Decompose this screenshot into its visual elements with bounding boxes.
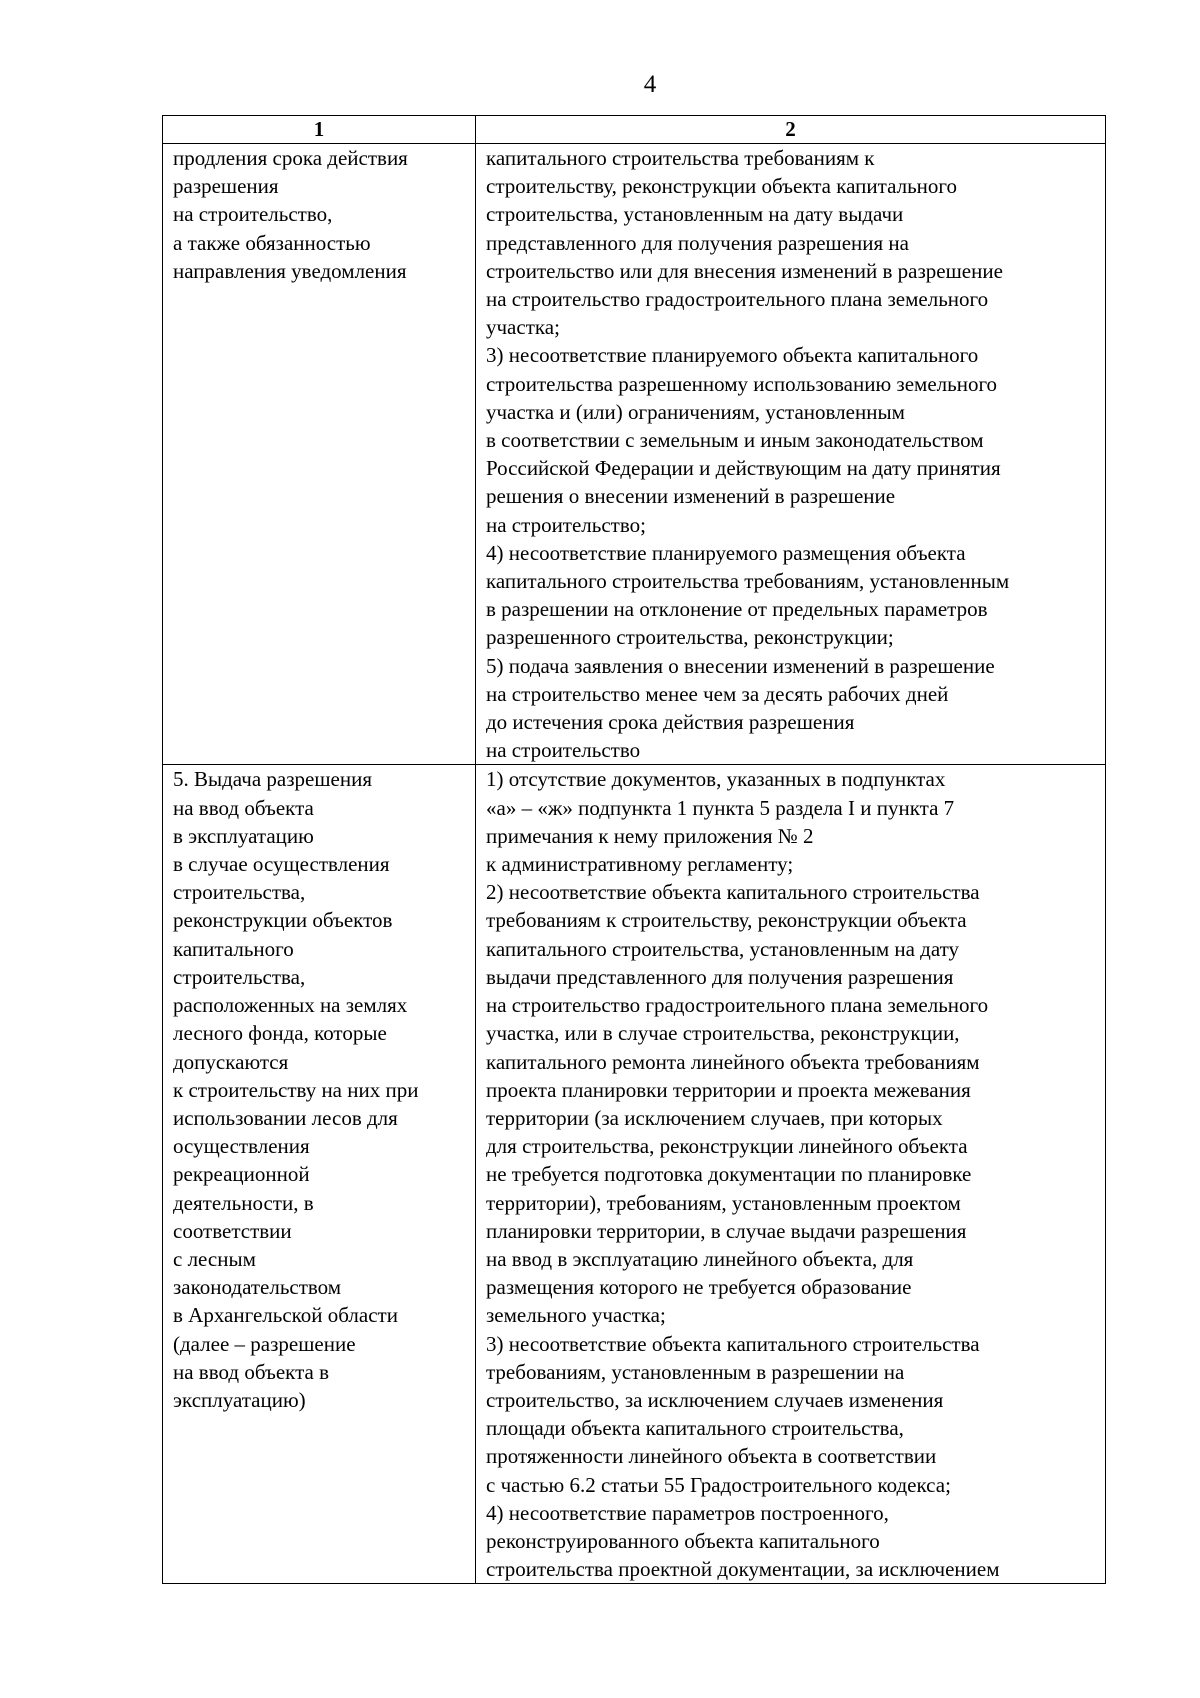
text-line: использовании лесов для	[173, 1105, 398, 1130]
column-header-2: 2	[476, 116, 1106, 144]
text-line: для строительства, реконструкции линейного объекта	[486, 1134, 968, 1159]
table-row	[163, 765, 1106, 1584]
text-line: к административному регламенту;	[486, 852, 794, 877]
text-line: реконструкции объектов	[173, 908, 393, 933]
text-line: участка и (или) ограничениям, установленным	[486, 399, 905, 424]
text-line: рекреационной	[173, 1162, 310, 1187]
text-line: на строительство;	[486, 512, 646, 537]
text-line: земельного участка;	[486, 1303, 666, 1328]
text-line: в Архангельской области	[173, 1303, 398, 1328]
table-header-row	[163, 116, 1106, 144]
text-line: строительства, установленным на дату выдачи	[486, 202, 904, 227]
text-line: капитального строительства, установленным на дату	[486, 936, 960, 961]
text-line: выдачи представленного для получения разрешения	[486, 964, 954, 989]
text-line: к строительству на них при	[173, 1077, 419, 1102]
text-line: разрешенного строительства, реконструкции;	[486, 625, 894, 650]
text-line: до истечения срока действия разрешения	[486, 710, 855, 735]
text-line: осуществления	[173, 1134, 310, 1159]
text-line: 3) несоответствие объекта капитального строительства	[486, 1331, 980, 1356]
text-line: на строительство градостроительного плана земельного	[486, 287, 989, 312]
text-line: законодательством	[173, 1275, 342, 1300]
text-line: направления уведомления	[173, 258, 407, 283]
row-grounds-cell	[476, 144, 1106, 765]
text-line: 5) подача заявления о внесении изменений в разрешение	[486, 653, 995, 678]
text-line: площади объекта капитального строительства,	[486, 1416, 904, 1441]
column-header-1: 1	[163, 116, 476, 144]
text-line: на ввод объекта в	[173, 1359, 330, 1384]
text-line: не требуется подготовка документации по планировке	[486, 1162, 972, 1187]
row-subject-cell	[163, 144, 476, 765]
text-line: на строительство,	[173, 202, 333, 227]
text-line: 1) отсутствие документов, указанных в подпунктах	[486, 767, 946, 792]
text-line: строительству, реконструкции объекта капитального	[486, 174, 957, 199]
text-line: протяженности линейного объекта в соответствии	[486, 1444, 937, 1469]
text-line: планировки территории, в случае выдачи разрешения	[486, 1218, 967, 1243]
text-line: лесного фонда, которые	[173, 1021, 387, 1046]
text-line: допускаются	[173, 1049, 289, 1074]
text-line: проекта планировки территории и проекта межевания	[486, 1077, 971, 1102]
text-line: продления срока действия	[173, 146, 408, 170]
text-line: на строительство менее чем за десять рабочих дней	[486, 681, 949, 706]
text-line: на строительство градостроительного плана земельного	[486, 993, 989, 1018]
text-line: капитального строительства требованиям к	[486, 146, 875, 170]
text-line: строительства разрешенному использованию земельного	[486, 371, 998, 396]
text-line: в эксплуатацию	[173, 823, 314, 848]
text-line: (далее – разрешение	[173, 1331, 356, 1356]
text-line: представленного для получения разрешения на	[486, 230, 909, 255]
text-line: строительства,	[173, 880, 306, 905]
row-grounds-cell	[476, 765, 1106, 1584]
text-line: разрешения	[173, 174, 279, 199]
text-line: капитального ремонта линейного объекта требованиям	[486, 1049, 980, 1074]
text-line: капитального строительства требованиям, установленным	[486, 569, 1010, 594]
text-line: 2) несоответствие объекта капитального строительства	[486, 880, 980, 905]
text-line: 3) несоответствие планируемого объекта капитального	[486, 343, 979, 368]
text-line: соответствии	[173, 1218, 292, 1243]
text-line: строительство, за исключением случаев изменения	[486, 1387, 944, 1412]
text-line: участка, или в случае строительства, реконструкции,	[486, 1021, 960, 1046]
text-line: деятельности, в	[173, 1190, 314, 1215]
text-line: 5. Выдача разрешения	[173, 767, 372, 792]
text-line: требованиям, установленным в разрешении на	[486, 1359, 905, 1384]
text-line: требованиям к строительству, реконструкции объекта	[486, 908, 967, 933]
text-line: в случае осуществления	[173, 852, 390, 877]
page-number: 4	[643, 71, 657, 98]
text-line: территории (за исключением случаев, при которых	[486, 1105, 943, 1130]
text-line: с частью 6.2 статьи 55 Градостроительного кодекса;	[486, 1472, 951, 1497]
text-line: решения о внесении изменений в разрешение	[486, 484, 896, 509]
text-line: расположенных на землях	[173, 993, 408, 1018]
text-line: участка;	[486, 315, 560, 340]
text-line: капитального	[173, 936, 294, 961]
text-line: 4) несоответствие планируемого размещения объекта	[486, 540, 966, 565]
text-line: на ввод в эксплуатацию линейного объекта, для	[486, 1246, 914, 1271]
text-line: а также обязанностью	[173, 230, 371, 255]
text-line: в разрешении на отклонение от предельных параметров	[486, 597, 988, 622]
text-line: Российской Федерации и действующим на дату принятия	[486, 456, 1001, 481]
text-line: территории), требованиям, установленным проектом	[486, 1190, 961, 1215]
text-line: 4) несоответствие параметров построенного,	[486, 1500, 889, 1525]
text-line: в соответствии с земельным и иным законодательством	[486, 428, 984, 453]
text-line: примечания к нему приложения № 2	[486, 823, 814, 848]
text-line: строительства,	[173, 964, 306, 989]
row-subject-cell	[163, 765, 476, 1584]
text-line: реконструированного объекта капитального	[486, 1528, 880, 1553]
document-table	[162, 115, 1106, 1584]
text-line: эксплуатацию)	[173, 1387, 306, 1412]
text-line: на ввод объекта	[173, 795, 314, 820]
table-row	[163, 144, 1106, 765]
text-line: строительства проектной документации, за исключением	[486, 1557, 1000, 1582]
text-line: строительство или для внесения изменений в разрешение	[486, 258, 1003, 283]
text-line: «а» – «ж» подпункта 1 пункта 5 раздела I и пункта 7	[486, 795, 955, 820]
text-line: на строительство	[486, 738, 641, 763]
text-line: с лесным	[173, 1246, 256, 1271]
text-line: размещения которого не требуется образование	[486, 1275, 912, 1300]
